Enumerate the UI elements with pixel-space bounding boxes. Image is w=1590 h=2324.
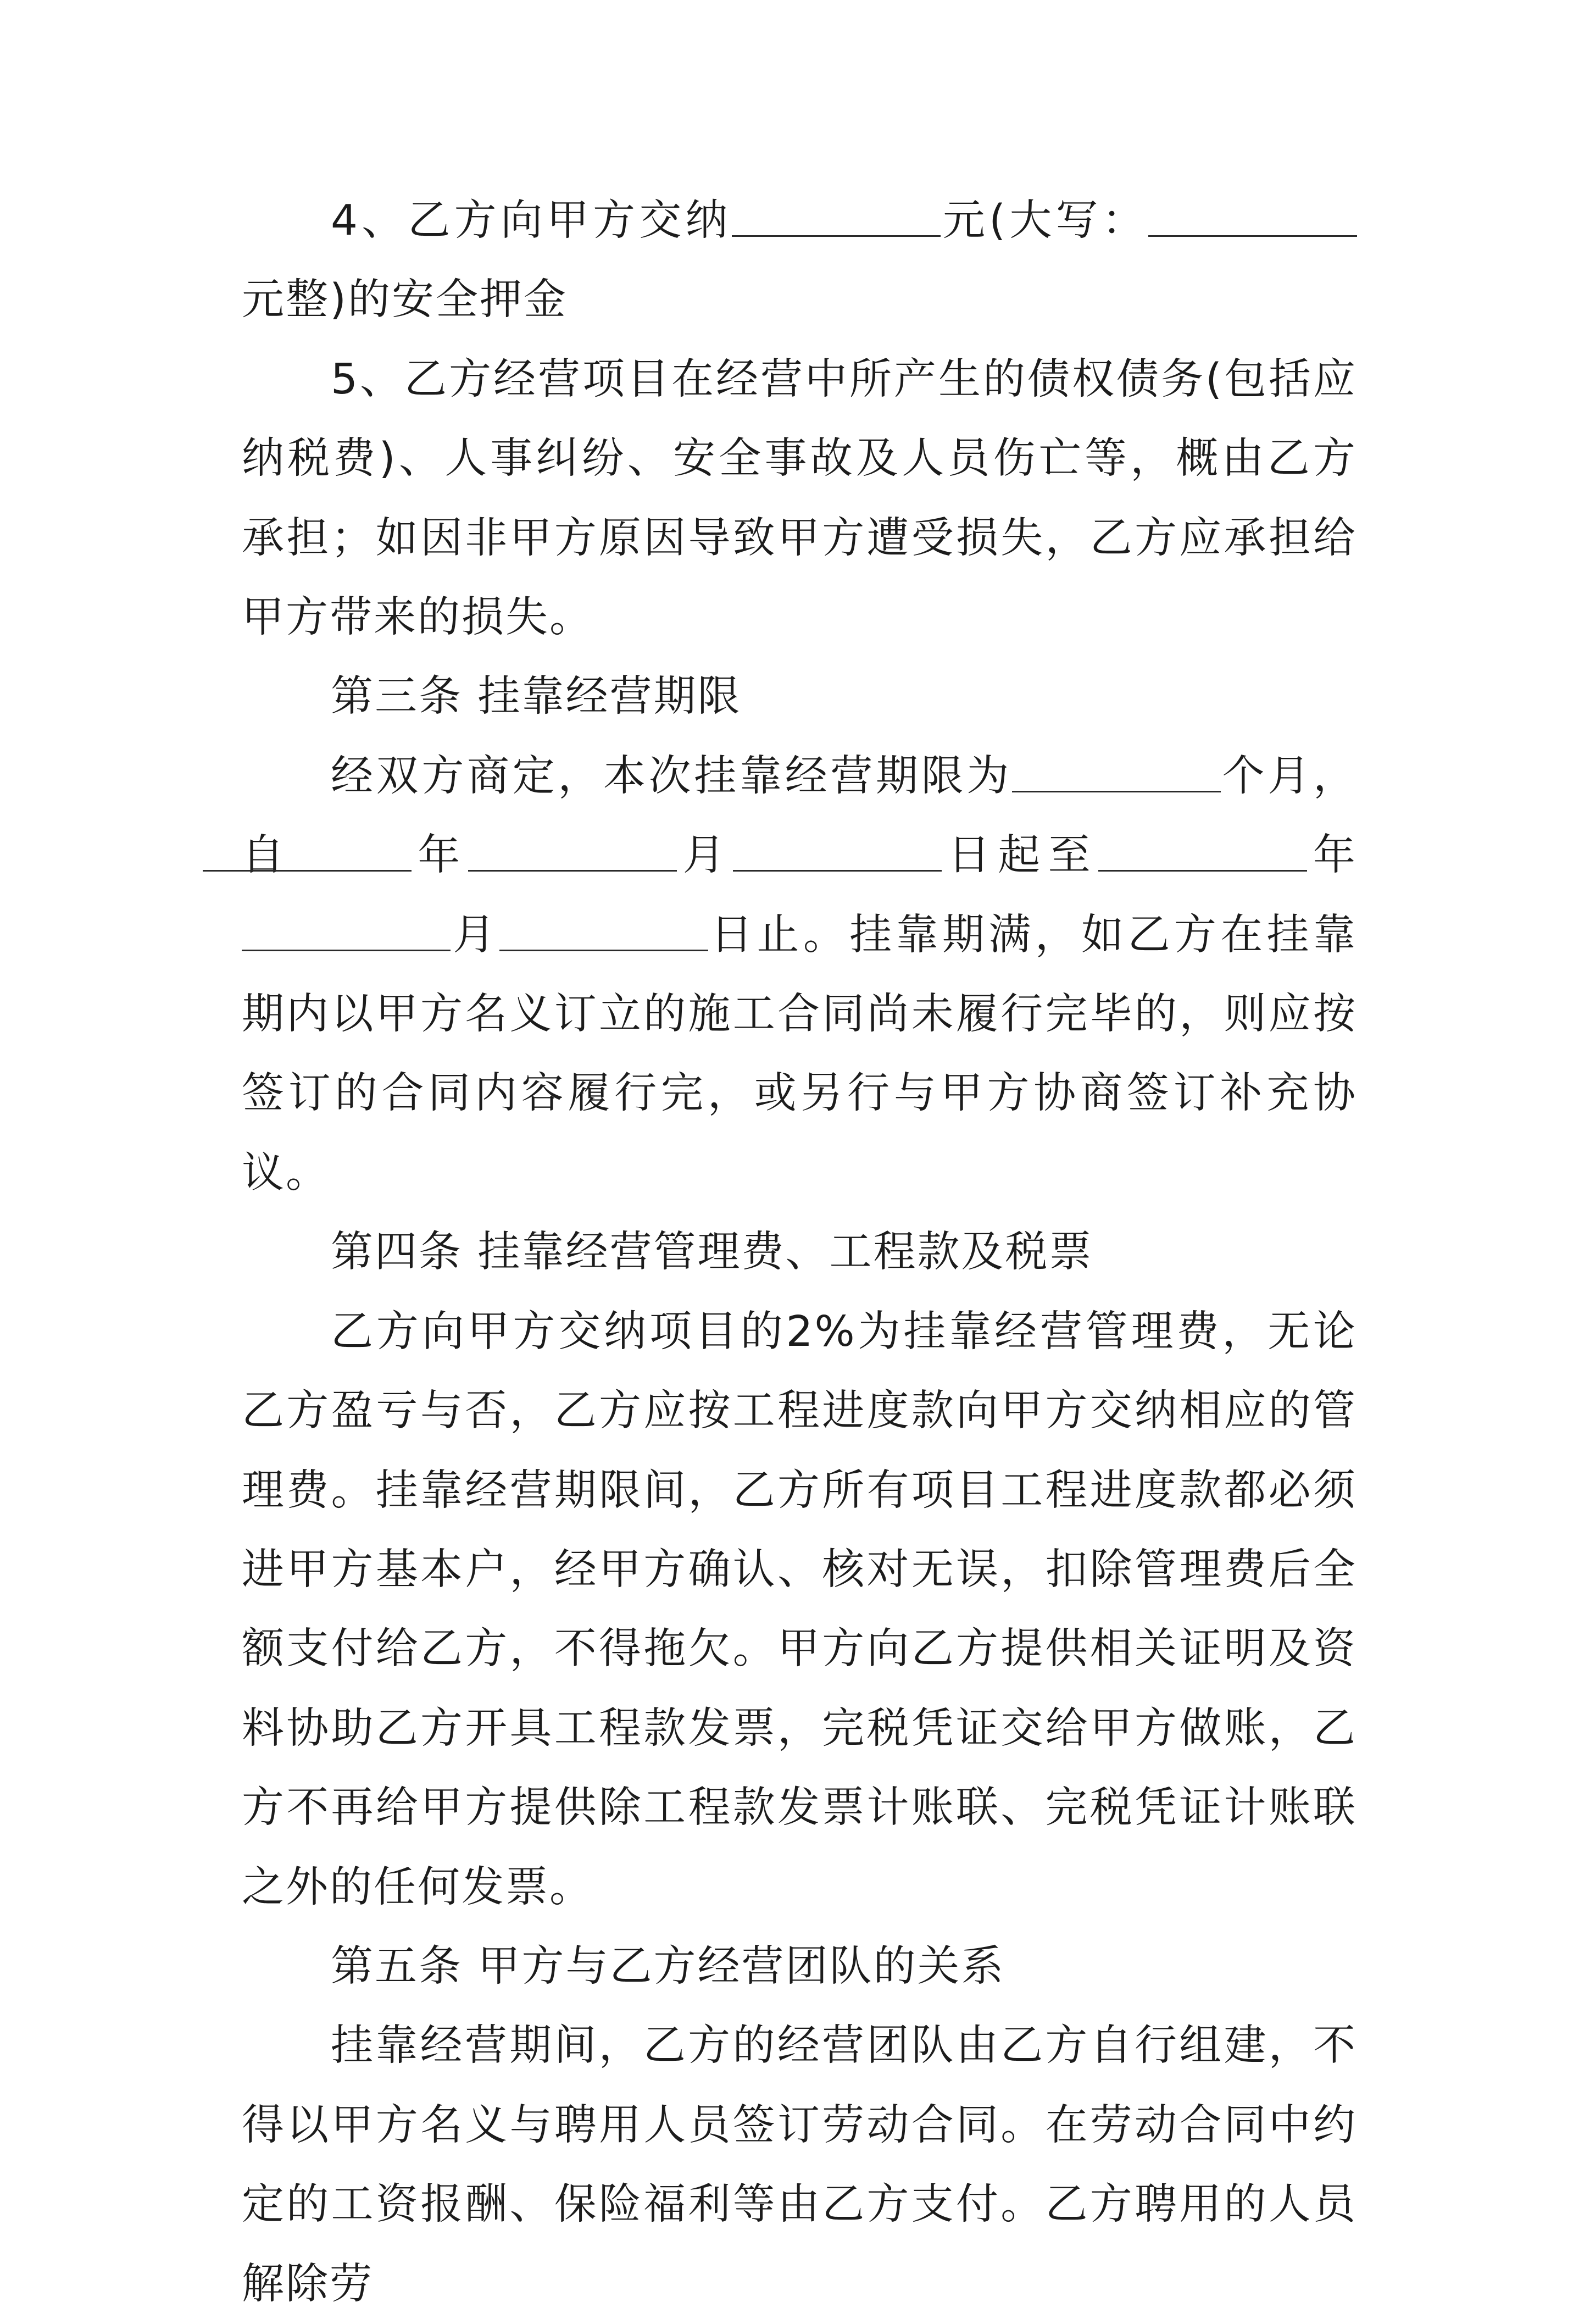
start-month-blank[interactable] [468,828,677,872]
article-5-heading: 第五条 甲方与乙方经营团队的关系 [331,1942,1005,1991]
start-day-label: 日起至 [942,831,1098,880]
deposit-amount-blank[interactable] [732,193,941,237]
start-year-label: 年 [412,831,468,880]
document-body [242,181,1357,2324]
article-3-heading: 第三条 挂靠经营期限 [331,672,742,722]
item-4-paragraph [242,181,1357,340]
start-year-blank[interactable] [203,828,412,872]
end-month-label: 月 [451,910,499,959]
end-year-label: 年 [1307,831,1358,880]
start-month-label: 月 [676,831,733,880]
article-3-paragraph [242,737,1357,1213]
article-4-paragraph: 乙方向甲方交纳项目的2%为挂靠经营管理费，无论乙方盈亏与否，乙方应按工程进度款向甲方交纳相应的管理费。挂靠经营期限间，乙方所有项目工程进度款都必须进甲方基本户，经甲方确认、核对无误，扣除管理费后全额支付给乙方，不得拖欠。甲方向乙方提供相关证明及资料协助乙方开具工程款发票，完税凭证交给甲方做账，乙方不再给甲方提供除工程款发票计账联、完税凭证计账联之外的任何发票。 [242,1307,1357,1912]
article-5-paragraph: 挂靠经营期间，乙方的经营团队由乙方自行组建，不得以甲方名义与聘用人员签订劳动合同。在劳动合同中约定的工资报酬、保险福利等由乙方支付。乙方聘用的人员解除劳 [242,2021,1357,2309]
item-4-unit: 元(大写： [940,196,1148,245]
item-4-tail: 元整)的安全押金 [242,275,568,325]
start-day-blank[interactable] [733,828,942,872]
term-months-blank[interactable] [1012,748,1221,792]
article-3-months-suffix: 个月，自 [242,751,1357,880]
item-4-label: 4、乙方向甲方交纳 [331,196,732,245]
article-4-heading: 第四条 挂靠经营管理费、工程款及税票 [331,1228,1093,1277]
end-month-blank[interactable] [242,907,451,951]
deposit-amount-words-blank[interactable] [1148,193,1357,237]
article-3-rest: 日止。挂靠期满，如乙方在挂靠期内以甲方名义订立的施工合同尚未履行完毕的，则应按签订的合同内容履行完，或另行与甲方协商签订补充协议。 [242,910,1357,1197]
end-year-blank[interactable] [1098,828,1307,872]
article-3-intro: 经双方商定，本次挂靠经营期限为 [331,751,1012,801]
end-day-blank[interactable] [499,907,708,951]
item-5-paragraph: 5、乙方经营项目在经营中所产生的债权债务(包括应纳税费)、人事纠纷、安全事故及人员伤亡等，概由乙方承担；如因非甲方原因导致甲方遭受损失，乙方应承担给甲方带来的损失。 [242,354,1357,642]
